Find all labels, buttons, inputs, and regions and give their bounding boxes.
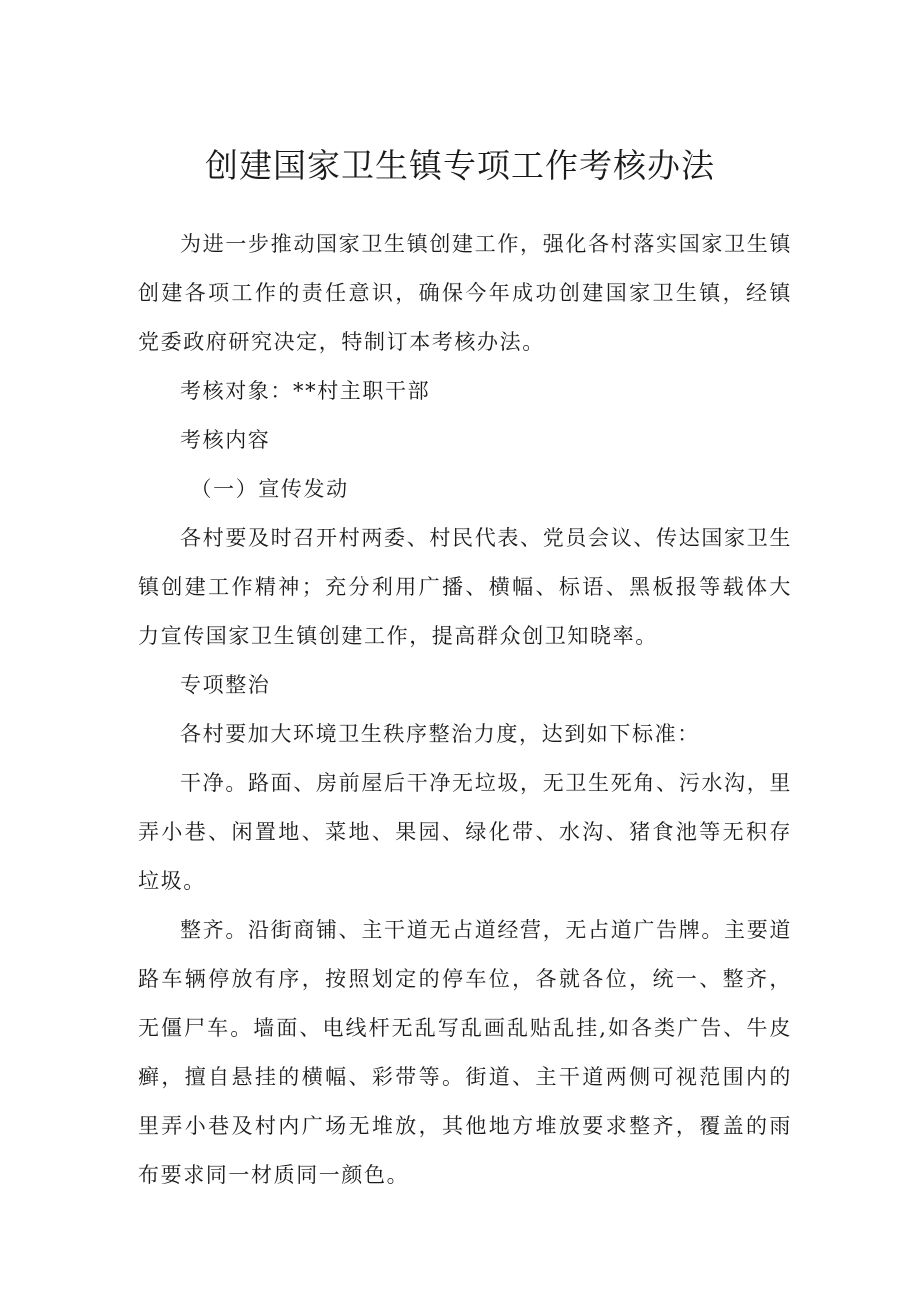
assessment-target: 考核对象：**村主职干部 xyxy=(180,379,431,403)
standard-tidy-paragraph: 整齐。沿街商铺、主干道无占道经营，无占道广告牌。主要道路车辆停放有序，按照划定的停车位，各就各位，统一、整齐，无僵尸车。墙面、电线杆无乱写乱画乱贴乱挂,如各类广告、牛皮癣，擅自悬挂的横幅、彩带等。街道、主干道两侧可视范围内的里弄小巷及村内广场无堆放，其他地方堆放要求整齐，覆盖的雨布要求同一材质同一颜色。 xyxy=(138,918,792,1187)
intro-paragraph: 为进一步推动国家卫生镇创建工作，强化各村落实国家卫生镇创建各项工作的责任意识，确保今年成功创建国家卫生镇，经镇党委政府研究决定，特制订本考核办法。 xyxy=(138,232,792,354)
publicity-paragraph: 各村要及时召开村两委、村民代表、党员会议、传达国家卫生镇创建工作精神；充分利用广播、横幅、标语、黑板报等载体大力宣传国家卫生镇创建工作，提高群众创卫知晓率。 xyxy=(138,526,792,648)
document-title: 创建国家卫生镇专项工作考核办法 xyxy=(205,146,715,185)
section-heading-publicity: （一）宣传发动 xyxy=(190,477,349,501)
rectification-intro: 各村要加大环境卫生秩序整治力度，达到如下标准： xyxy=(180,722,700,746)
document-body xyxy=(138,220,792,1200)
standard-clean-paragraph: 干净。路面、房前屋后干净无垃圾，无卫生死角、污水沟，里弄小巷、闲置地、菜地、果园、绿化带、水沟、猪食池等无积存垃圾。 xyxy=(138,771,792,893)
section-heading-rectification: 专项整治 xyxy=(180,673,271,697)
assessment-content-heading: 考核内容 xyxy=(180,428,271,452)
